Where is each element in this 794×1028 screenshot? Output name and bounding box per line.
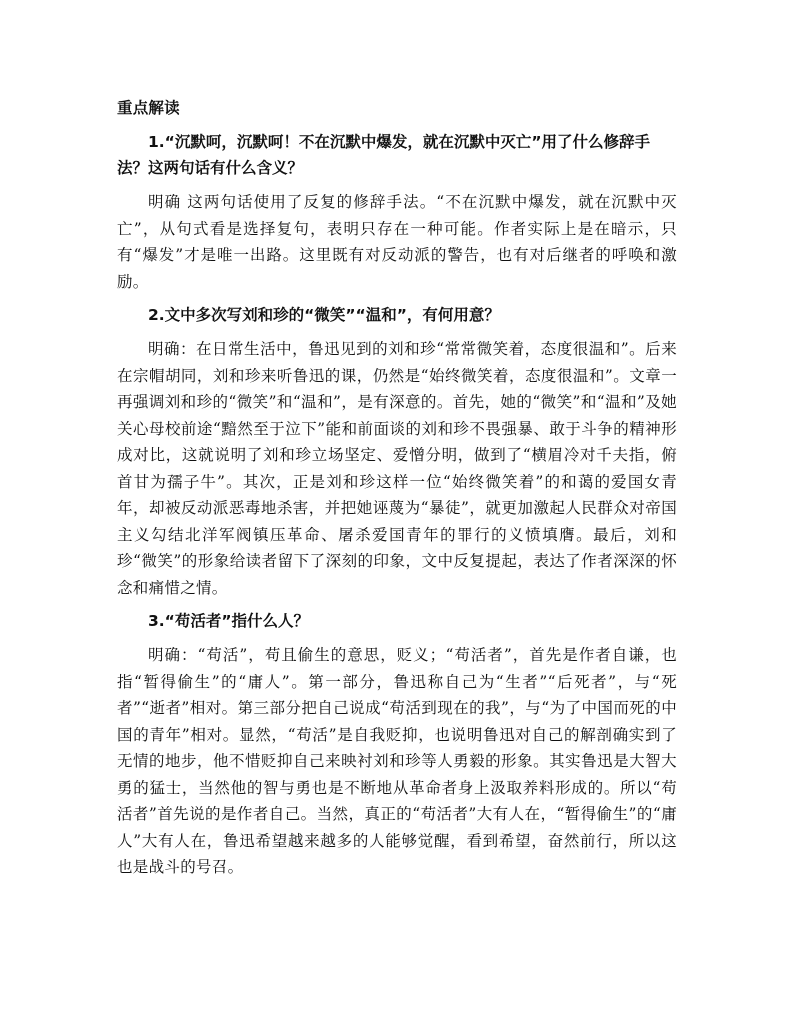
answer-1: 明确 这两句话使用了反复的修辞手法。“不在沉默中爆发，就在沉默中灭亡”，从句式看是选择复句，表明只存在一种可能。作者实际上是在暗示，只有“爆发”才是唯一出路。这里既有对反动派的警告，也有对后继者的呼唤和激励。 [117,193,677,291]
question-3: 3.“苟活者”指什么人？ [148,612,310,630]
answer-3: 明确：“苟活”，苟且偷生的意思，贬义；“苟活者”，首先是作者自谦，也指“暂得偷生”的“庸人”。第一部分，鲁迅称自己为“生者”“后死者”，与“死者”“逝者”相对。第三部分把自己说成“苟活到现在的我”，与“为了中国而死的中国的青年”相对。显然，“苟活”是自我贬抑，也说明鲁迅对自己的解剖确实到了无情的地步，他不惜贬抑自己来映衬刘和珍等人勇毅的形象。其实鲁迅是大智大勇的猛士，当然他的智与勇也是不断地从革命者身上汲取养料形成的。所以“苟活者”首先说的是作者自己。当然，真正的“苟活者”大有人在，“暂得偷生”的“庸人”大有人在，鲁迅希望越来越多的人能够觉醒，看到希望，奋然前行，所以这也是战斗的号召。 [117,646,677,876]
answer-2: 明确：在日常生活中，鲁迅见到的刘和珍“常常微笑着，态度很温和”。后来在宗帽胡同，刘和珍来听鲁迅的课，仍然是“始终微笑着，态度很温和”。文章一再强调刘和珍的“微笑”和“温和”，是有深意的。首先，她的“微笑”和“温和”及她关心母校前途“黯然至于泣下”能和前面谈的刘和珍不畏强暴、敢于斗争的精神形成对比，这就说明了刘和珍立场坚定、爱憎分明，做到了“横眉冷对千夫指，俯首甘为孺子牛”。其次，正是刘和珍这样一位“始终微笑着”的和蔼的爱国女青年，却被反动派恶毒地杀害，并把她诬蔑为“暴徒”，就更加激起人民群众对帝国主义勾结北洋军阀镇压革命、屠杀爱国青年的罪行的义愤填膺。最后，刘和珍“微笑”的形象给读者留下了深刻的印象，文中反复提起，表达了作者深深的怀念和痛惜之情。 [117,340,677,597]
question-1: 1.“沉默呵，沉默呵！不在沉默中爆发，就在沉默中灭亡”用了什么修辞手法？这两句话有什么含义？ [117,133,651,177]
section-heading: 重点解读 [117,99,180,117]
question-2: 2.文中多次写刘和珍的“微笑”“温和”，有何用意？ [148,306,500,324]
document-page [117,96,677,888]
